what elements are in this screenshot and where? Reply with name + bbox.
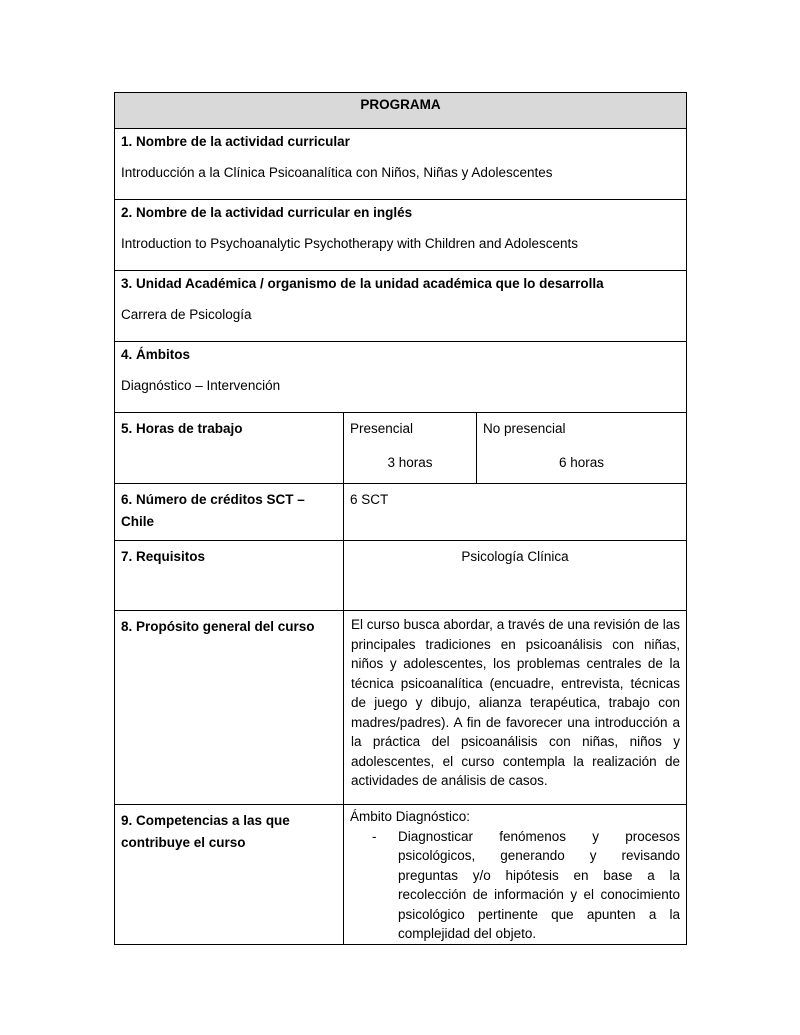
section-1-cell	[115, 129, 687, 200]
credits-row	[115, 484, 687, 541]
section-3-title: 3. Unidad Académica / organismo de la unidad académica que lo desarrolla	[121, 276, 604, 291]
requisites-row	[115, 541, 687, 611]
section-3-value: Carrera de Psicología	[121, 307, 252, 322]
program-header-cell	[115, 93, 687, 129]
section-2-title: 2. Nombre de la actividad curricular en inglés	[121, 205, 413, 220]
program-table	[114, 92, 687, 945]
competencies-label: 9. Competencias a las que contribuye el curso	[121, 813, 290, 850]
requisites-label-cell	[115, 541, 344, 611]
credits-value: 6 SCT	[350, 492, 389, 507]
credits-label: 6. Número de créditos SCT – Chile	[121, 492, 305, 529]
purpose-text: El curso busca abordar, a través de una revisión de las principales tradiciones en psicoanálisis con niñas, niños y adolescentes, los problemas centrales de la técnica psicoanalítica (encuadre, entrevista, técnicas de juego y dibujo, alianza terapéutica, trabajo con madres/padres). A fin de favorecer una introducción a la práctica del psicoanálisis con niñas, niños y adolescentes, el curso contempla la realización de actividades de análisis de casos.	[351, 617, 681, 788]
section-4-title: 4. Ámbitos	[121, 347, 191, 362]
section-2-row	[115, 200, 687, 271]
section-2-value: Introduction to Psychoanalytic Psychotherapy with Children and Adolescents	[121, 236, 579, 251]
section-4-row	[115, 342, 687, 413]
no-presencial-value: 6 horas	[558, 455, 605, 470]
no-presencial-cell	[477, 413, 687, 484]
credits-value-cell	[344, 484, 687, 541]
section-2-cell	[115, 200, 687, 271]
program-title: PROGRAMA	[360, 97, 441, 112]
requisites-value: Psicología Clínica	[461, 549, 569, 564]
presencial-value: 3 horas	[387, 455, 433, 470]
section-4-cell	[115, 342, 687, 413]
requisites-value-cell	[344, 541, 687, 611]
competency-item-text: Diagnosticar fenómenos y procesos psicológicos, generando y revisando preguntas y/o hipótesis en base a la recolección de información y el conocimiento psicológico pertinente que apunten a la complejidad del objeto.	[398, 828, 681, 941]
section-1-title: 1. Nombre de la actividad curricular	[121, 134, 350, 149]
requisites-label: 7. Requisitos	[121, 549, 206, 564]
section-3-cell	[115, 271, 687, 342]
presencial-cell	[344, 413, 477, 484]
purpose-label: 8. Propósito general del curso	[121, 619, 315, 634]
purpose-label-cell	[115, 611, 344, 805]
competencies-label-cell	[115, 805, 344, 945]
bullet-dash-icon: -	[372, 828, 377, 844]
credits-label-cell	[115, 484, 344, 541]
section-1-row	[115, 129, 687, 200]
hours-label-cell	[115, 413, 344, 484]
program-header-row	[115, 93, 687, 129]
section-1-value: Introducción a la Clínica Psicoanalítica con Niños, Niñas y Adolescentes	[121, 165, 553, 180]
competencies-row	[115, 805, 687, 945]
competency-item	[344, 827, 686, 944]
purpose-text-cell	[344, 611, 687, 805]
section-4-value: Diagnóstico – Intervención	[121, 378, 281, 393]
hours-row	[115, 413, 687, 484]
no-presencial-label: No presencial	[483, 421, 566, 436]
competencies-area: Ámbito Diagnóstico:	[350, 809, 471, 824]
presencial-label: Presencial	[350, 421, 414, 436]
purpose-row	[115, 611, 687, 805]
section-3-row	[115, 271, 687, 342]
competencies-content-cell	[344, 805, 687, 945]
hours-label: 5. Horas de trabajo	[121, 421, 243, 436]
